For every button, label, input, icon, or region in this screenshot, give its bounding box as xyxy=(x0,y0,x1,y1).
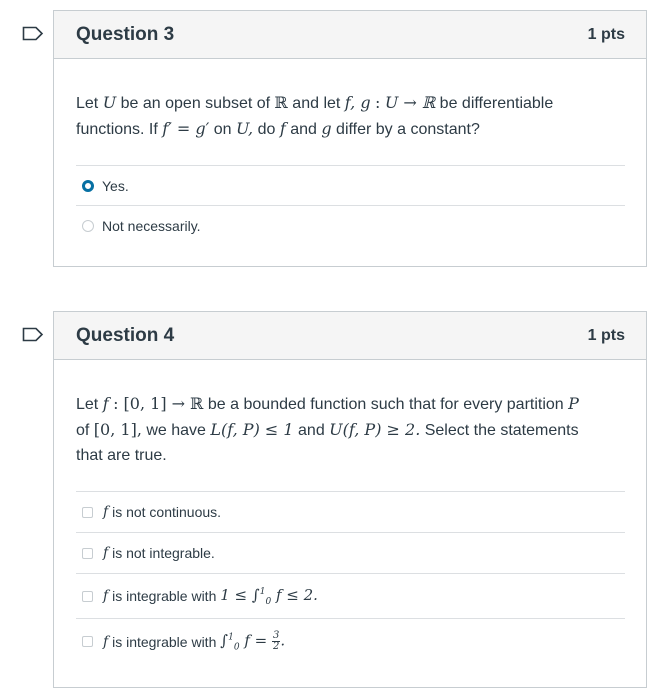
question-text: Let f : [0, 1] → ℝ be a bounded function such that for every partition P of [0, 1], we have L(f, P) ≤ 1 and U(f, P) ≥ 2. Select the statements that are true. xyxy=(76,394,579,464)
answer-label: is not continuous. xyxy=(112,504,222,520)
question-header xyxy=(54,11,646,59)
answer-label: Yes. xyxy=(102,177,129,194)
integral-expression: 1 ≤ ∫$^1_0$ f ≤ 2. xyxy=(220,585,318,607)
answer-label: Not necessarily. xyxy=(102,218,201,234)
answer-list xyxy=(76,491,625,664)
flag-question-icon[interactable] xyxy=(22,26,44,41)
answer-option[interactable]: f is integrable with ∫$^1_0$ f = $\frac{3}{2}$ . xyxy=(76,619,625,664)
answer-option[interactable]: f is integrable with 1 ≤ ∫$^1_0$ f ≤ 2. xyxy=(76,574,625,619)
answer-option[interactable] xyxy=(76,166,625,206)
radio-selected[interactable] xyxy=(82,180,94,192)
answer-option[interactable]: f is not continuous. xyxy=(76,492,625,533)
radio-unselected[interactable] xyxy=(82,220,94,232)
answer-option[interactable]: f is not integrable. xyxy=(76,533,625,574)
answer-option[interactable] xyxy=(76,206,625,246)
answer-label: is integrable with xyxy=(112,633,217,650)
answer-list xyxy=(76,165,625,246)
question-4-card xyxy=(53,311,647,688)
question-title: Question 4 xyxy=(76,324,175,346)
integral-expression: ∫$^1_0$ f = $\frac{3}{2}$ . xyxy=(220,629,286,653)
question-header xyxy=(54,312,646,360)
question-points: 1 pts xyxy=(587,25,625,43)
checkbox[interactable] xyxy=(82,548,93,559)
question-title: Question 3 xyxy=(76,23,175,45)
checkbox[interactable] xyxy=(82,591,93,602)
answer-label: is integrable with xyxy=(112,588,217,604)
question-3-card xyxy=(53,10,647,267)
question-points: 1 pts xyxy=(587,326,625,344)
question-text: Let U be an open subset of ℝ and let f, g : U → ℝ be differentiable functions. If f′ = g′ on U, do f and g differ by a constant? xyxy=(76,93,554,138)
checkbox[interactable] xyxy=(82,636,93,647)
flag-question-icon[interactable] xyxy=(22,327,44,342)
answer-label: is not integrable. xyxy=(112,545,215,561)
checkbox[interactable] xyxy=(82,507,93,518)
fraction: $\frac{3}{2}$ xyxy=(273,629,280,652)
